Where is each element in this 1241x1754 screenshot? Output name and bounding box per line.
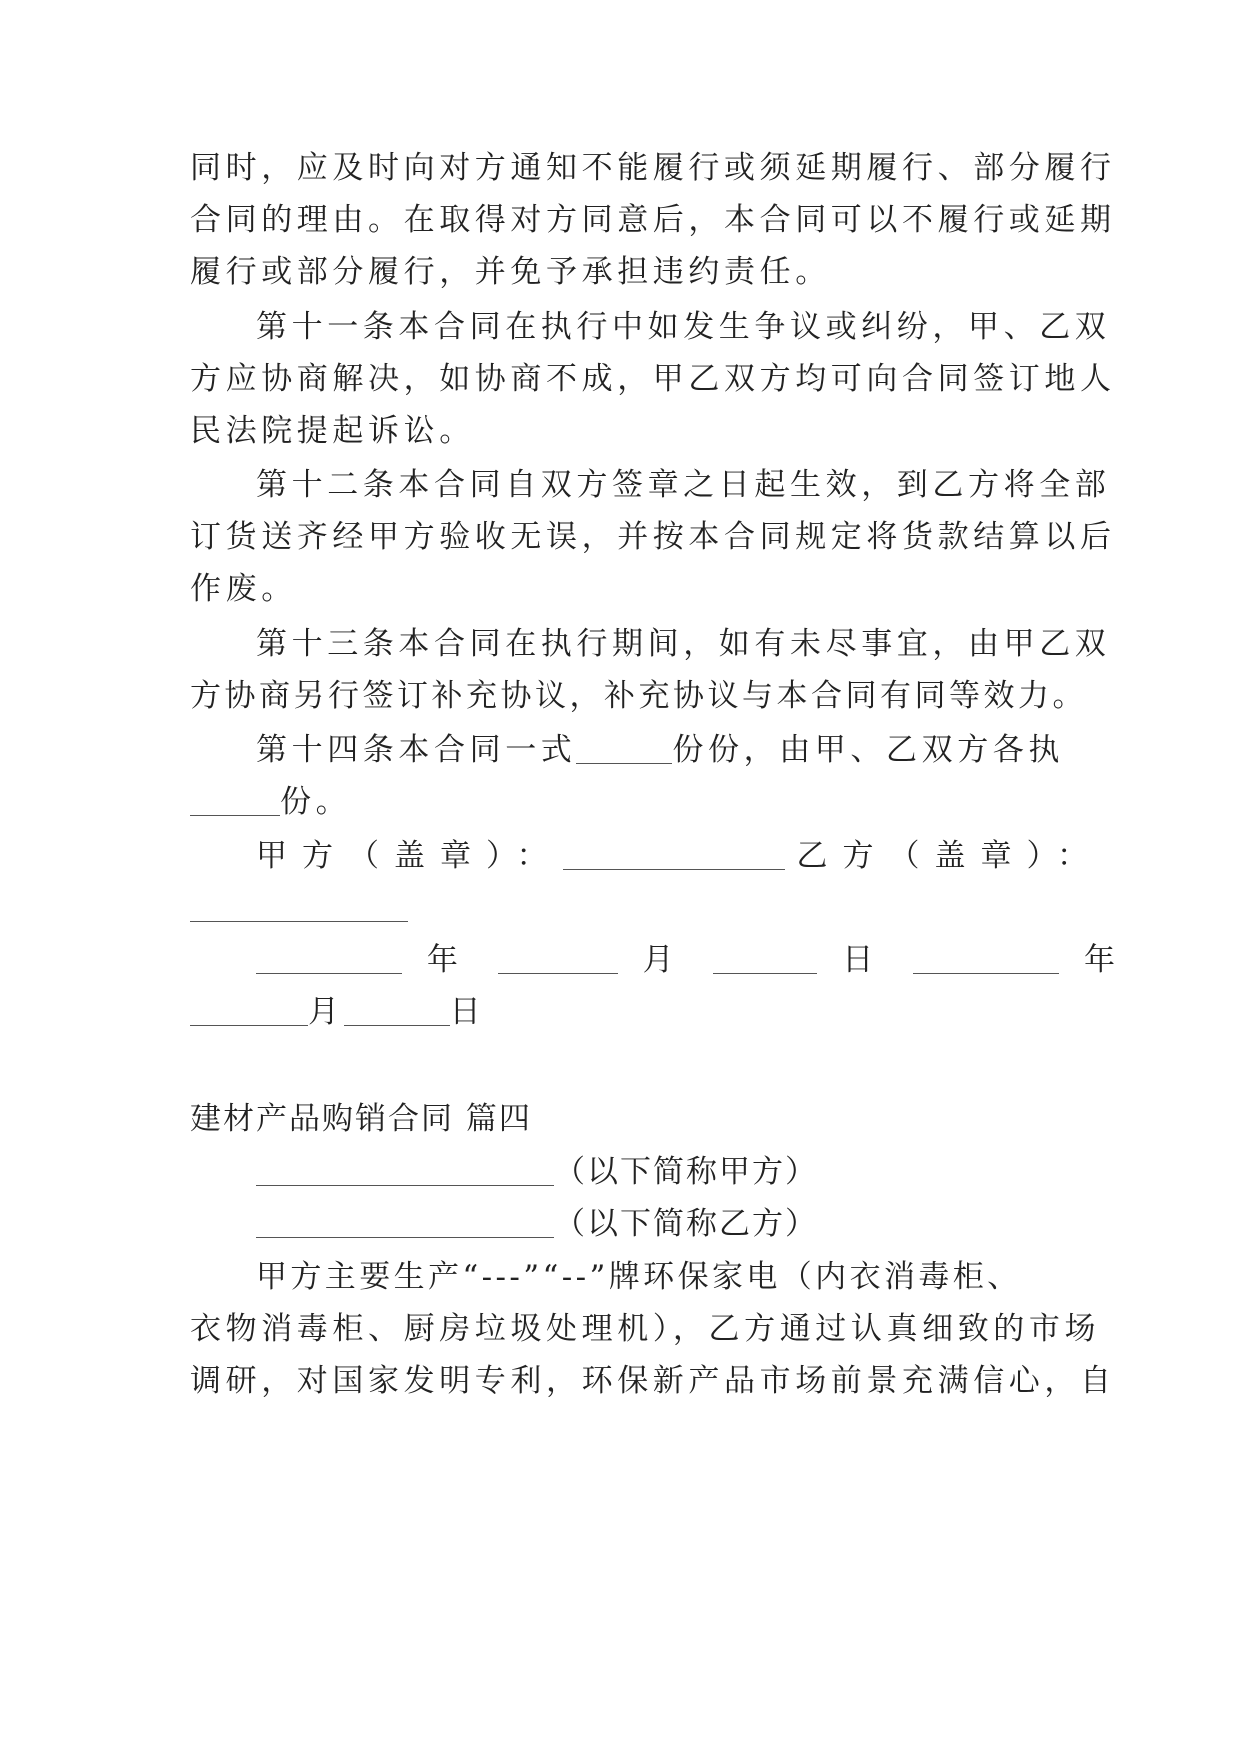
party-b-line [256, 1204, 1070, 1244]
year-label-a: 年 [426, 942, 473, 978]
month-blank-b [190, 995, 308, 1026]
year-blank-a [256, 943, 402, 974]
day-blank-b [344, 995, 450, 1026]
paragraph-line: 衣物消毒柜、厨房垃圾处理机），乙方通过认真细致的市场 [190, 1311, 1101, 1347]
article-14-line-2 [190, 782, 1070, 822]
day-blank-a [713, 943, 817, 974]
party-a-seal-blank [563, 839, 785, 870]
paragraph-line: 调研，对国家发明专利，环保新产品市场前景充满信心，自 [190, 1363, 1116, 1399]
section-title: 建材产品购销合同 篇四 [190, 1101, 532, 1137]
day-label-a: 日 [842, 942, 889, 978]
signature-line [256, 836, 1103, 876]
paragraph-line: 作废。 [190, 571, 297, 607]
article-13-line: 第十三条本合同在执行期间，如有未尽事宜，由甲乙双 [256, 626, 1111, 662]
article-14-suffix: 份。 [280, 784, 352, 820]
paragraph-line: 民法院提起诉讼。 [190, 413, 475, 449]
copies-each-blank [190, 785, 280, 816]
party-a-line [256, 1152, 1070, 1192]
signature-line-2 [190, 888, 1070, 928]
year-label-b: 年 [1084, 942, 1131, 978]
paragraph-line: 方协商另行签订补充协议，补充协议与本合同有同等效力。 [190, 678, 1087, 714]
month-blank-a [498, 943, 618, 974]
day-label-b: 日 [449, 994, 486, 1030]
date-line [256, 940, 1131, 980]
party-b-alias: （以下简称乙方） [554, 1206, 818, 1242]
month-label-b: 月 [308, 994, 344, 1030]
paragraph-line: 履行或部分履行，并免予承担违约责任。 [190, 254, 831, 290]
party-a-seal-label: 甲方（盖章）： [256, 838, 563, 874]
party-a-name-blank [256, 1155, 554, 1186]
article-11-line: 第十一条本合同在执行中如发生争议或纠纷，甲、乙双 [256, 309, 1111, 345]
party-b-seal-blank [190, 891, 408, 922]
article-14-line [256, 730, 1070, 770]
date-line-2 [190, 992, 1070, 1032]
article-12-line: 第十二条本合同自双方签章之日起生效，到乙方将全部 [256, 467, 1111, 503]
article-14-prefix: 第十四条本合同一式 [256, 732, 577, 768]
paragraph-line: 订货送齐经甲方验收无误，并按本合同规定将货款结算以后 [190, 519, 1116, 555]
paragraph-line: 同时，应及时向对方通知不能履行或须延期履行、部分履行 [190, 150, 1116, 186]
party-b-name-blank [256, 1207, 554, 1238]
party-b-seal-label: 乙方（盖章）： [796, 838, 1103, 874]
paragraph-line: 甲方主要生产“---”“--”牌环保家电（内衣消毒柜、 [256, 1259, 1022, 1295]
month-label-a: 月 [642, 942, 689, 978]
party-a-alias: （以下简称甲方） [554, 1154, 818, 1190]
paragraph-line: 合同的理由。在取得对方同意后，本合同可以不履行或延期 [190, 202, 1116, 238]
copies-total-blank [576, 733, 672, 764]
article-14-mid: 份份，由甲、乙双方各执 [672, 732, 1065, 768]
paragraph-line: 方应协商解决，如协商不成，甲乙双方均可向合同签订地人 [190, 361, 1116, 397]
year-blank-b [913, 943, 1059, 974]
